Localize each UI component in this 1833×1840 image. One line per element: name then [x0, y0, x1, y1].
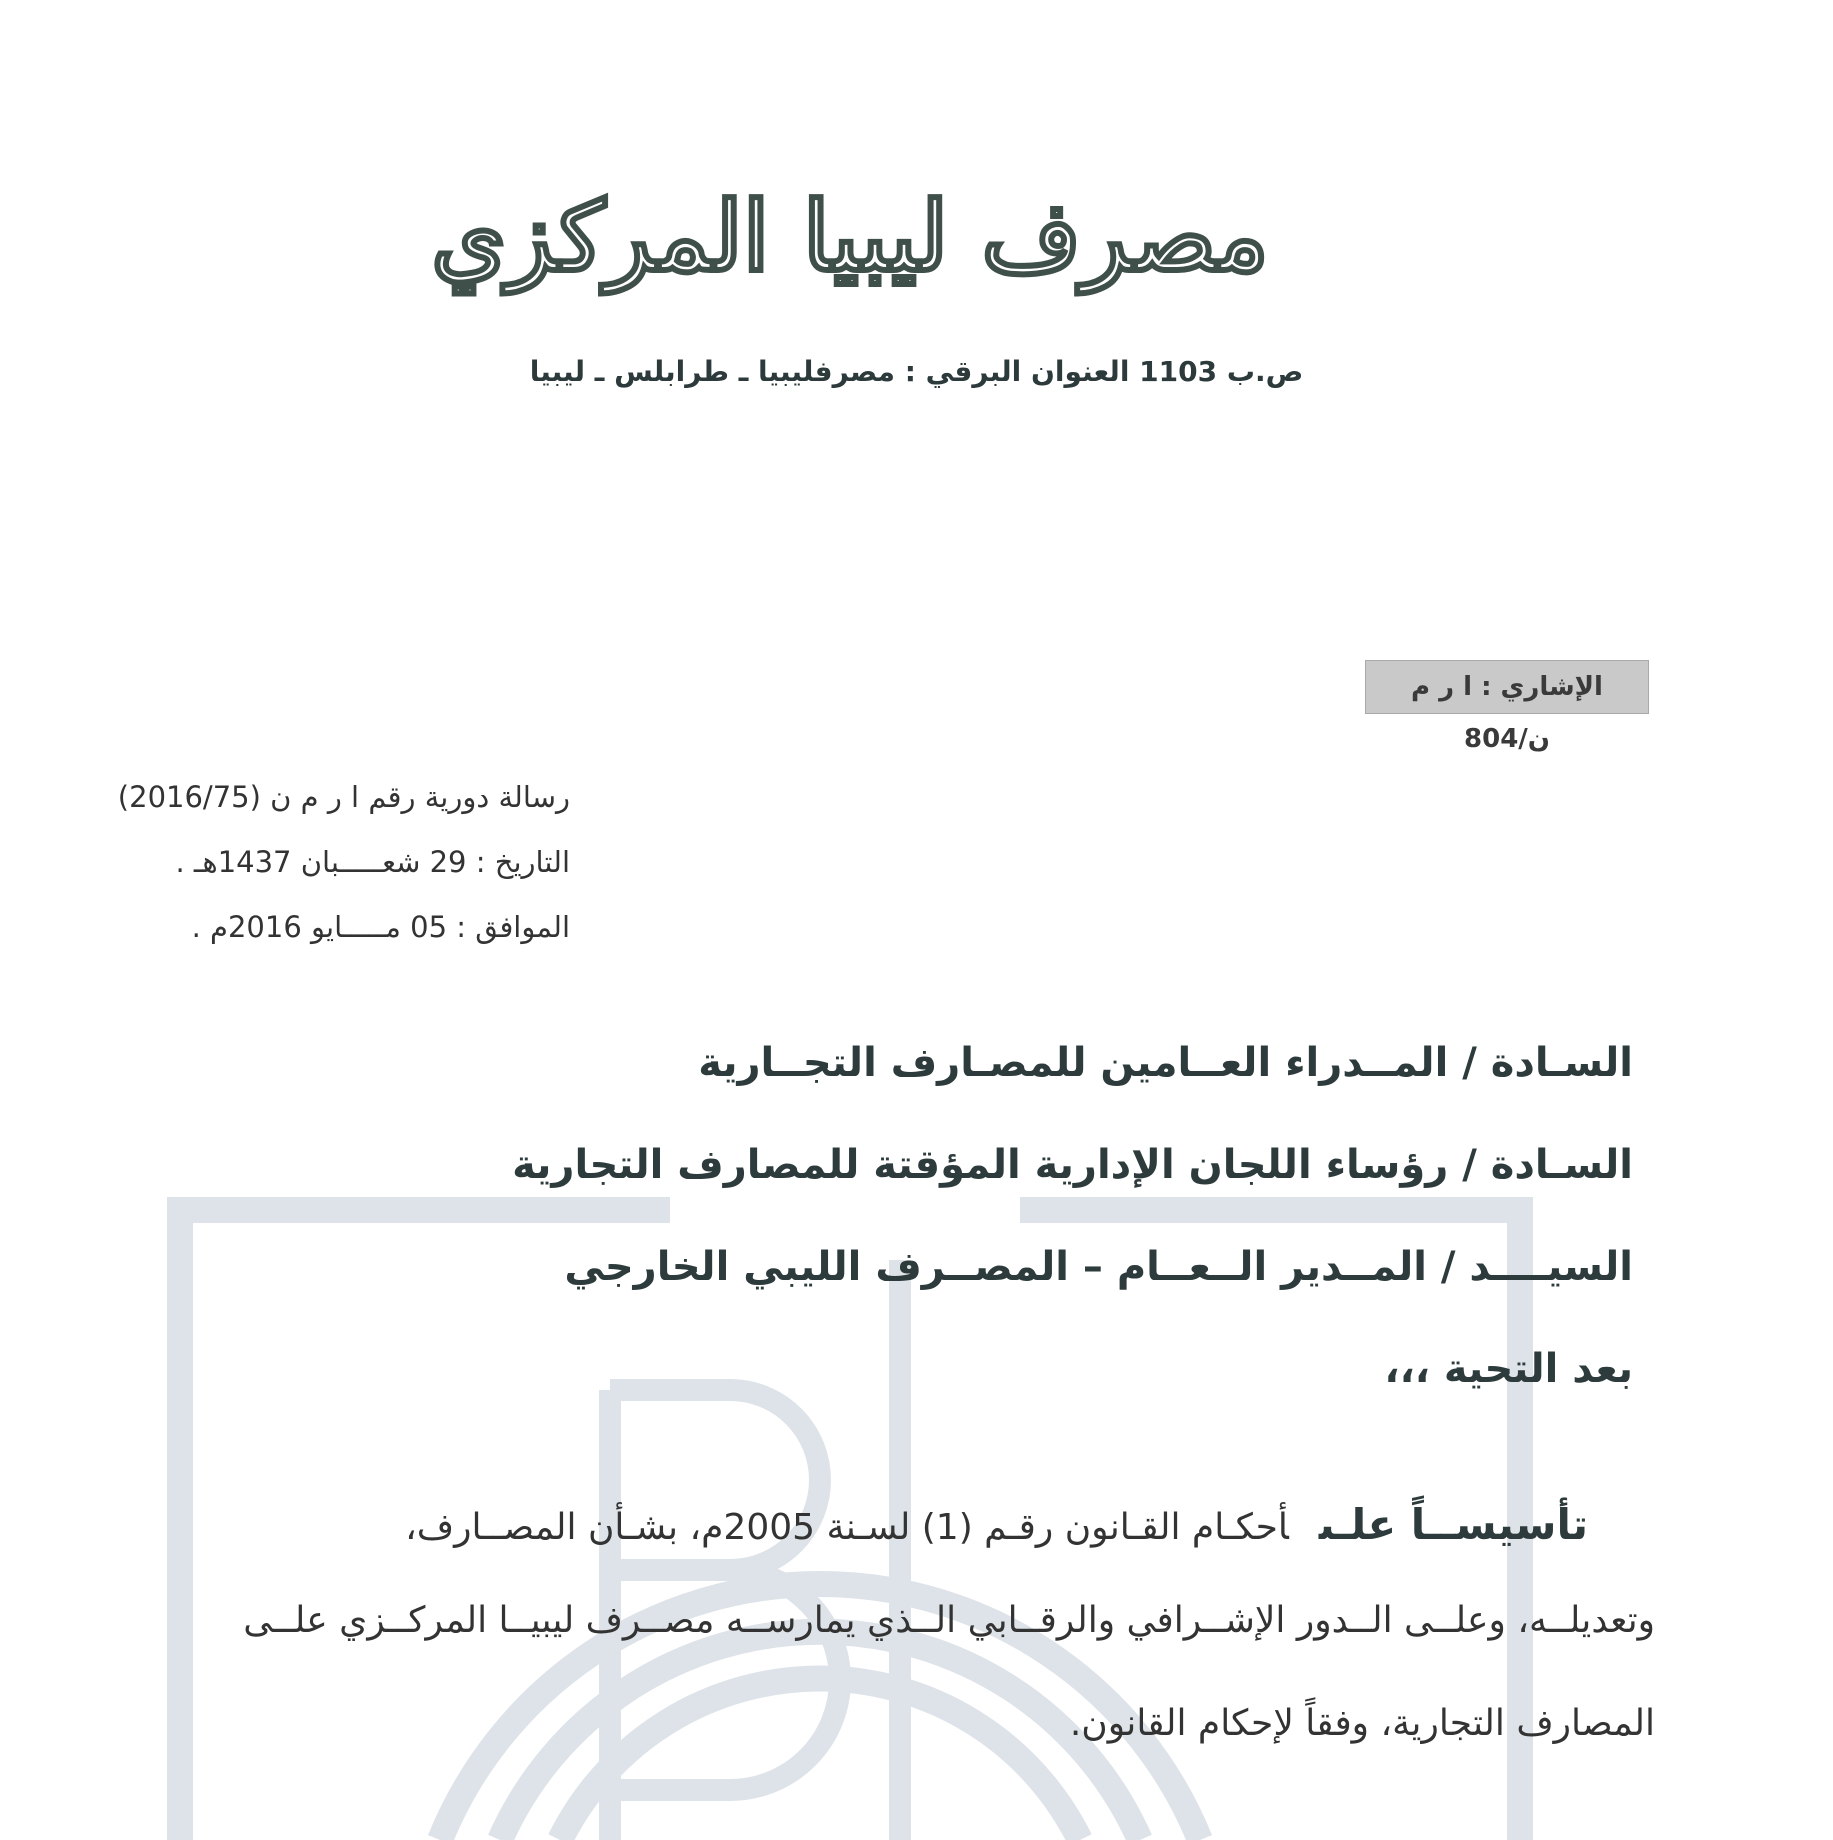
addressee-general-managers: السـادة / المــدراء العــامين للمصـارف التجــارية	[698, 1040, 1633, 1086]
addressee-committee-heads: السـادة / رؤساء اللجان الإدارية المؤقتة للمصارف التجارية	[512, 1142, 1633, 1188]
gregorian-date: الموافق : 05 مـــــايو 2016م .	[191, 910, 570, 944]
circular-title: رسالة دورية رقم ا ر م ن (2016/75)	[117, 780, 570, 814]
reference-number: الإشاري : ا ر م ن/804	[1365, 660, 1649, 714]
logo-text: مصرف ليبيا المركزي	[431, 180, 1269, 293]
bank-logo	[431, 120, 1269, 330]
greeting: بعد التحية ،،،	[1384, 1346, 1633, 1392]
body-paragraph-line-1	[405, 1500, 1588, 1549]
body-paragraph-line-2: وتعديلــه، وعلــى الــدور الإشــرافي والرقــابي الــذي يمارســه مصــرف ليبيــا المركــزي علــى	[243, 1600, 1655, 1641]
body-line-1-text: أحكـام القـانون رقـم (1) لسـنة 2005م، بشـأن المصــارف،	[405, 1507, 1289, 1548]
watermark-letters: BL	[140, 1180, 142, 1181]
body-paragraph-line-3: المصارف التجارية، وفقاً لإحكام القانون.	[1069, 1703, 1655, 1744]
addressee-lfb-director: السيــــد / المــدير الــعــام – المصــرف الليبي الخارجي	[564, 1244, 1633, 1290]
body-lead: تأسيســاً علـى	[1318, 1500, 1588, 1549]
hijri-date: التاريخ : 29 شعـــــبان 1437هـ .	[175, 845, 570, 879]
address-line: ص.ب 1103 العنوان البرقي : مصرفليبيا ـ طرابلس ـ ليبيا	[529, 355, 1304, 388]
